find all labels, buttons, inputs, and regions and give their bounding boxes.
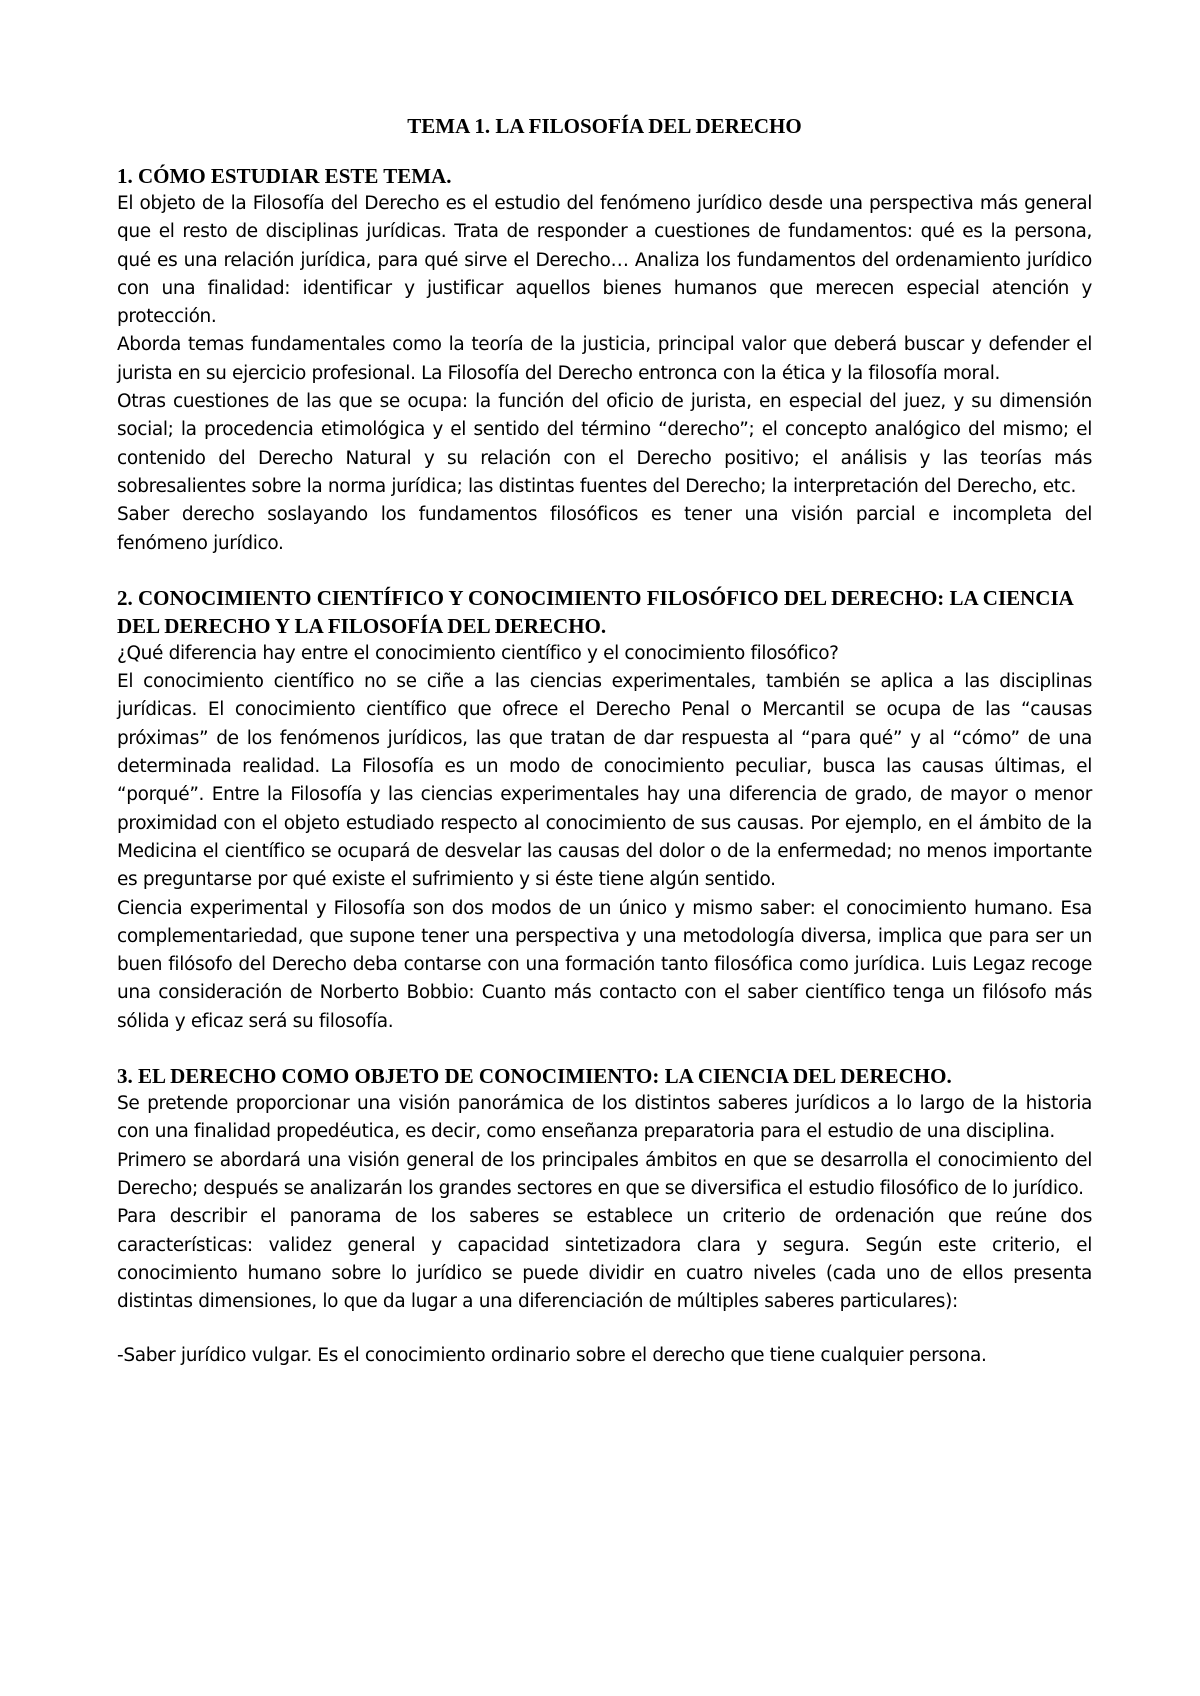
spacer (117, 1316, 1092, 1342)
list-item: -Saber jurídico vulgar. Es el conocimiento ordinario sobre el derecho que tiene cualquier persona. (117, 1345, 987, 1367)
paragraph: Se pretende proporcionar una visión panorámica de los distintos saberes jurídicos a lo largo de la historia con una finalidad propedéutica, es decir, como enseñanza preparatoria para el estudio de una disciplina. (117, 1093, 1092, 1143)
document-page (117, 112, 1092, 1371)
section-heading: 2. CONOCIMIENTO CIENTÍFICO Y CONOCIMIENTO FILOSÓFICO DEL DERECHO: LA CIENCIA DEL DERECHO Y LA FILOSOFÍA DEL DERECHO. (117, 585, 1073, 638)
section-2 (117, 584, 1092, 1036)
spacer (117, 1036, 1092, 1062)
paragraph: Para describir el panorama de los saberes se establece un criterio de ordenación que reúne dos características: validez general y capacidad sintetizadora clara y segura. Según este criterio, el conocimiento humano sobre lo jurídico se puede dividir en cuatro niveles (cada uno de ellos presenta distintas dimensiones, lo que da lugar a una diferenciación de múltiples saberes particulares): (117, 1206, 1092, 1313)
section-3 (117, 1062, 1092, 1371)
section-1 (117, 162, 1092, 558)
paragraph: Otras cuestiones de las que se ocupa: la función del oficio de jurista, en especial del juez, y su dimensión social; la procedencia etimológica y el sentido del término “derecho”; el concepto analógico del mismo; el contenido del Derecho Natural y su relación con el Derecho positivo; el análisis y las teorías más sobresalientes sobre la norma jurídica; las distintas fuentes del Derecho; la interpretación del Derecho, etc. (117, 391, 1092, 497)
paragraph: Ciencia experimental y Filosofía son dos modos de un único y mismo saber: el conocimiento humano. Esa complementariedad, que supone tener una perspectiva y una metodología diversa, implica que para ser un buen filósofo del Derecho deba contarse con una formación tanto filosófica como jurídica. Luis Legaz recoge una consideración de Norberto Bobbio: Cuanto más contacto con el saber científico tenga un filósofo más sólida y eficaz será su filosofía. (117, 897, 1092, 1032)
section-heading: 1. CÓMO ESTUDIAR ESTE TEMA. (117, 164, 452, 188)
document-title: TEMA 1. LA FILOSOFÍA DEL DERECHO (407, 114, 802, 138)
section-heading: 3. EL DERECHO COMO OBJETO DE CONOCIMIENTO: LA CIENCIA DEL DERECHO. (117, 1064, 952, 1089)
paragraph: Saber derecho soslayando los fundamentos filosóficos es tener una visión parcial e incompleta del fenómeno jurídico. (117, 504, 1092, 554)
spacer (117, 558, 1092, 584)
paragraph: Aborda temas fundamentales como la teoría de la justicia, principal valor que deberá buscar y defender el jurista en su ejercicio profesional. La Filosofía del Derecho entronca con la ética y la filosofía moral. (117, 334, 1092, 384)
paragraph: El conocimiento científico no se ciñe a las ciencias experimentales, también se aplica a las disciplinas jurídicas. El conocimiento científico que ofrece el Derecho Penal o Mercantil se ocupa de las “causas próximas” de los fenómenos jurídicos, las que tratan de dar respuesta al “para qué” y al “cómo” de una determinada realidad. La Filosofía es un modo de conocimiento peculiar, busca las causas últimas, el “porqué”. Entre la Filosofía y las ciencias experimentales hay una diferencia de grado, de mayor o menor proximidad con el objeto estudiado respecto al conocimiento de sus causas. Por ejemplo, en el ámbito de la Medicina el científico se ocupará de desvelar las causas del dolor o de la enfermedad; no menos importante es preguntarse por qué existe el sufrimiento y si éste tiene algún sentido. (117, 671, 1092, 891)
paragraph: ¿Qué diferencia hay entre el conocimiento científico y el conocimiento filosófico? (117, 642, 839, 664)
paragraph: El objeto de la Filosofía del Derecho es el estudio del fenómeno jurídico desde una perspectiva más general que el resto de disciplinas jurídicas. Trata de responder a cuestiones de fundamentos: qué es la persona, qué es una relación jurídica, para qué sirve el Derecho… Analiza los fundamentos del ordenamiento jurídico con una finalidad: identificar y justificar aquellos bienes humanos que merecen especial atención y protección. (117, 193, 1092, 328)
paragraph: Primero se abordará una visión general de los principales ámbitos en que se desarrolla el conocimiento del Derecho; después se analizarán los grandes sectores en que se diversifica el estudio filosófico de lo jurídico. (117, 1149, 1092, 1199)
